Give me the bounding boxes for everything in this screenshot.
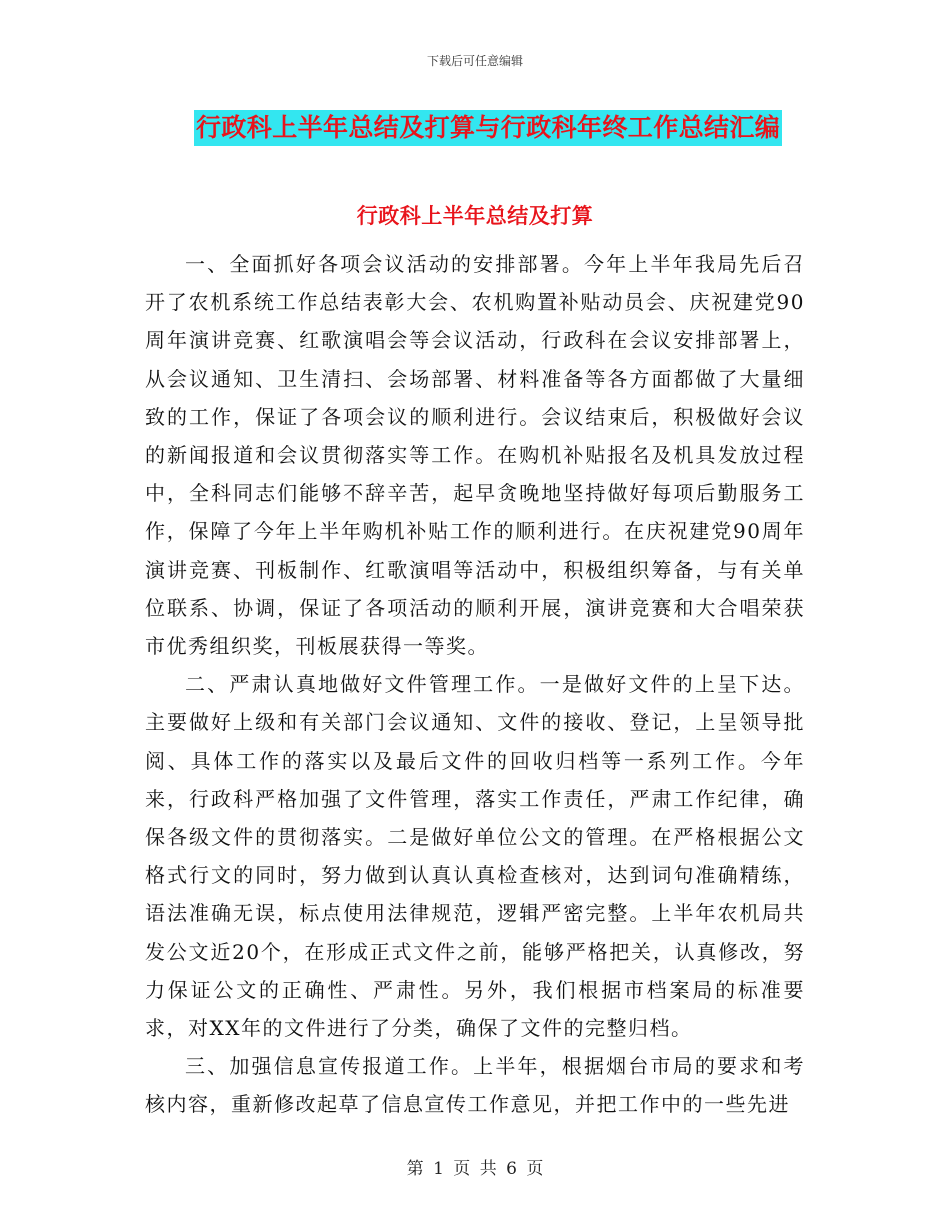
footer-total-pages: 6	[506, 1159, 517, 1179]
footer-label-total: 共	[479, 1159, 497, 1179]
footer-label-page: 第	[406, 1159, 424, 1179]
paragraph-2: 二、严肃认真地做好文件管理工作。一是做好文件的上呈下达。主要做好上级和有关部门会议通知、文件的接收、登记，上呈领导批阅、具体工作的落实以及最后文件的回收归档等一系列工作。今年来，行政科严格加强了文件管理，落实工作责任，严肃工作纪律，确保各级文件的贯彻落实。二是做好单位公文的管理。在严格根据公文格式行文的同时，努力做到认真认真检查核对，达到词句准确精练，语法准确无误，标点使用法律规范，逻辑严密完整。上半年农机局共发公文近20个，在形成正式文件之前，能够严格把关，认真修改，努力保证公文的正确性、严肃性。另外，我们根据市档案局的标准要求，对XX年的文件进行了分类，确保了文件的完整归档。	[145, 672, 805, 1041]
header-note: 下载后可任意编辑	[426, 54, 523, 68]
paragraph-3: 三、加强信息宣传报道工作。上半年，根据烟台市局的要求和考核内容，重新修改起草了信息宣传工作意见，并把工作中的一些先进	[145, 1054, 805, 1117]
footer-current-page: 1	[433, 1159, 444, 1179]
footer-label-unit: 页	[453, 1159, 471, 1179]
section-title: 行政科上半年总结及打算	[356, 203, 594, 228]
document-title: 行政科上半年总结及打算与行政科年终工作总结汇编	[194, 110, 782, 146]
paragraph-1: 一、全面抓好各项会议活动的安排部署。今年上半年我局先后召开了农机系统工作总结表彰大会、农机购置补贴动员会、庆祝建党90周年演讲竞赛、红歌演唱会等会议活动，行政科在会议安排部署上，从会议通知、卫生清扫、会场部署、材料准备等各方面都做了大量细致的工作，保证了各项会议的顺利进行。会议结束后，积极做好会议的新闻报道和会议贯彻落实等工作。在购机补贴报名及机具发放过程中，全科同志们能够不辞辛苦，起早贪晚地坚持做好每项后勤服务工作，保障了今年上半年购机补贴工作的顺利进行。在庆祝建党90周年演讲竞赛、刊板制作、红歌演唱等活动中，积极组织筹备，与有关单位联系、协调，保证了各项活动的顺利开展，演讲竞赛和大合唱荣获市优秀组织奖，刊板展获得一等奖。	[145, 252, 805, 659]
page-footer	[0, 1154, 950, 1179]
footer-label-unit-end: 页	[526, 1159, 544, 1179]
document-body	[145, 245, 805, 1124]
